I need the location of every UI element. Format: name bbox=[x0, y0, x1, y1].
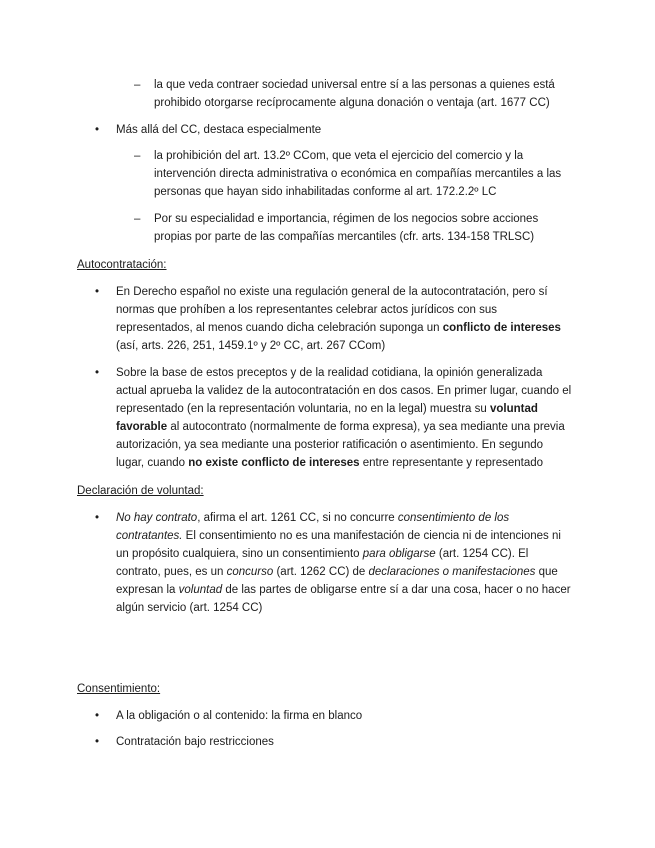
text-line bbox=[116, 509, 571, 527]
dash-marker: – bbox=[134, 213, 141, 225]
text-run: la que veda contraer sociedad universal entre sí a las personas a quienes está bbox=[154, 79, 555, 91]
italic-text: contratantes. bbox=[116, 530, 183, 542]
text-line bbox=[116, 301, 561, 319]
text-run: contrato, pues, es un bbox=[116, 566, 227, 578]
text-line bbox=[116, 527, 571, 545]
text-run: que bbox=[535, 566, 558, 578]
bold-text: conflicto de intereses bbox=[442, 322, 561, 334]
sub-item-1677 bbox=[154, 76, 555, 112]
text-run: representados, al menos cuando dicha celebración suponga un bbox=[116, 322, 443, 334]
text-line bbox=[116, 599, 571, 617]
text-run: entre representante y representado bbox=[359, 457, 544, 469]
text-run: Más allá del CC, destaca especialmente bbox=[116, 124, 322, 136]
text-run: intervención directa administrativa o económica en compañías mercantiles a las bbox=[154, 168, 562, 180]
text-line bbox=[116, 283, 561, 301]
bullet-marker: • bbox=[95, 736, 100, 748]
text-line bbox=[154, 147, 561, 165]
text-line bbox=[154, 94, 555, 112]
bullet-marker: • bbox=[95, 512, 100, 524]
text-run: un propósito cualquiera, sino un consentimiento bbox=[116, 548, 363, 560]
text-line bbox=[116, 563, 571, 581]
text-line bbox=[116, 382, 571, 400]
italic-text: consentimiento de los bbox=[397, 512, 510, 524]
italic-text: declaraciones o manifestaciones bbox=[368, 566, 536, 578]
italic-text: voluntad bbox=[178, 584, 223, 596]
italic-text: para obligarse bbox=[362, 548, 436, 560]
text-line bbox=[116, 364, 571, 382]
text-line bbox=[116, 707, 362, 725]
italic-text: concurso bbox=[226, 566, 274, 578]
declaracion-paragraph bbox=[116, 509, 571, 617]
text-line bbox=[154, 183, 561, 201]
text-line bbox=[116, 545, 571, 563]
text-run: personas que hayan sido inhabilitadas conforme al art. 172.2.2º LC bbox=[154, 186, 497, 198]
text-run: (art. 1262 CC) de bbox=[273, 566, 369, 578]
text-line bbox=[154, 76, 555, 94]
text-run: En Derecho español no existe una regulación general de la autocontratación, pero sí bbox=[116, 286, 548, 298]
dash-marker: – bbox=[134, 79, 141, 91]
section-heading-declaracion: Declaración de voluntad: bbox=[77, 485, 204, 497]
bullet-marker: • bbox=[95, 710, 100, 722]
text-line bbox=[116, 121, 321, 139]
text-run: El consentimiento no es una manifestación de ciencia ni de intenciones ni bbox=[182, 530, 561, 542]
autocontratacion-paragraph-2 bbox=[116, 364, 571, 472]
text-line bbox=[154, 165, 561, 183]
text-run: Contratación bajo restricciones bbox=[116, 736, 274, 748]
italic-text: No hay contrato bbox=[116, 512, 198, 524]
bold-text: no existe conflicto de intereses bbox=[188, 457, 360, 469]
text-line bbox=[116, 733, 274, 751]
text-run: al autocontrato (normalmente de forma expresa), ya sea mediante una previa bbox=[167, 421, 565, 433]
text-run: Por su especialidad e importancia, régimen de los negocios sobre acciones bbox=[154, 213, 539, 225]
section-heading-consentimiento: Consentimiento: bbox=[77, 683, 161, 695]
consentimiento-item-restricciones bbox=[116, 733, 274, 751]
text-run: la prohibición del art. 13.2º CCom, que veta el ejercicio del comercio y la bbox=[154, 150, 524, 162]
text-run: representado (en la representación voluntaria, no en la legal) muestra su bbox=[116, 403, 490, 415]
bold-text: favorable bbox=[116, 421, 168, 433]
section-heading-autocontratacion: Autocontratación: bbox=[77, 259, 167, 271]
text-line bbox=[116, 319, 561, 337]
text-run: (art. 1254 CC). El bbox=[435, 548, 529, 560]
text-line bbox=[116, 581, 571, 599]
consentimiento-item-firma bbox=[116, 707, 362, 725]
text-run: autorización, ya sea mediante una posterior ratificación o asentimiento. En segundo bbox=[116, 439, 544, 451]
text-line bbox=[116, 418, 571, 436]
text-line bbox=[116, 436, 571, 454]
text-run: de las partes de obligarse entre sí a dar una cosa, hacer o no hacer bbox=[222, 584, 571, 596]
bold-text: voluntad bbox=[489, 403, 538, 415]
text-run: algún servicio (art. 1254 CC) bbox=[116, 602, 263, 614]
text-run: actual aprueba la validez de la autocontratación en dos casos. En primer lugar, cuando el bbox=[116, 385, 572, 397]
bullet-marker: • bbox=[95, 124, 100, 136]
text-line bbox=[116, 400, 571, 418]
text-line bbox=[116, 454, 571, 472]
autocontratacion-paragraph-1 bbox=[116, 283, 561, 355]
text-run: lugar, cuando bbox=[116, 457, 189, 469]
text-run: , afirma el art. 1261 CC, si no concurre bbox=[197, 512, 398, 524]
sub-item-art13 bbox=[154, 147, 561, 201]
bullet-mas-alla bbox=[116, 121, 321, 139]
text-run: expresan la bbox=[116, 584, 179, 596]
text-line bbox=[154, 210, 538, 228]
bullet-marker: • bbox=[95, 367, 100, 379]
text-run: (así, arts. 226, 251, 1459.1º y 2º CC, art. 267 CCom) bbox=[116, 340, 386, 352]
text-line bbox=[154, 228, 538, 246]
bullet-marker: • bbox=[95, 286, 100, 298]
text-run: prohibido otorgarse recíprocamente alguna donación o ventaja (art. 1677 CC) bbox=[154, 97, 550, 109]
text-run: Sobre la base de estos preceptos y de la realidad cotidiana, la opinión generalizada bbox=[116, 367, 543, 379]
text-run: A la obligación o al contenido: la firma en blanco bbox=[116, 710, 363, 722]
text-run: propias por parte de las compañías mercantiles (cfr. arts. 134-158 TRLSC) bbox=[154, 231, 535, 243]
dash-marker: – bbox=[134, 150, 141, 162]
text-line bbox=[116, 337, 561, 355]
text-run: normas que prohíben a los representantes celebrar actos jurídicos con sus bbox=[116, 304, 497, 316]
sub-item-especialidad bbox=[154, 210, 538, 246]
